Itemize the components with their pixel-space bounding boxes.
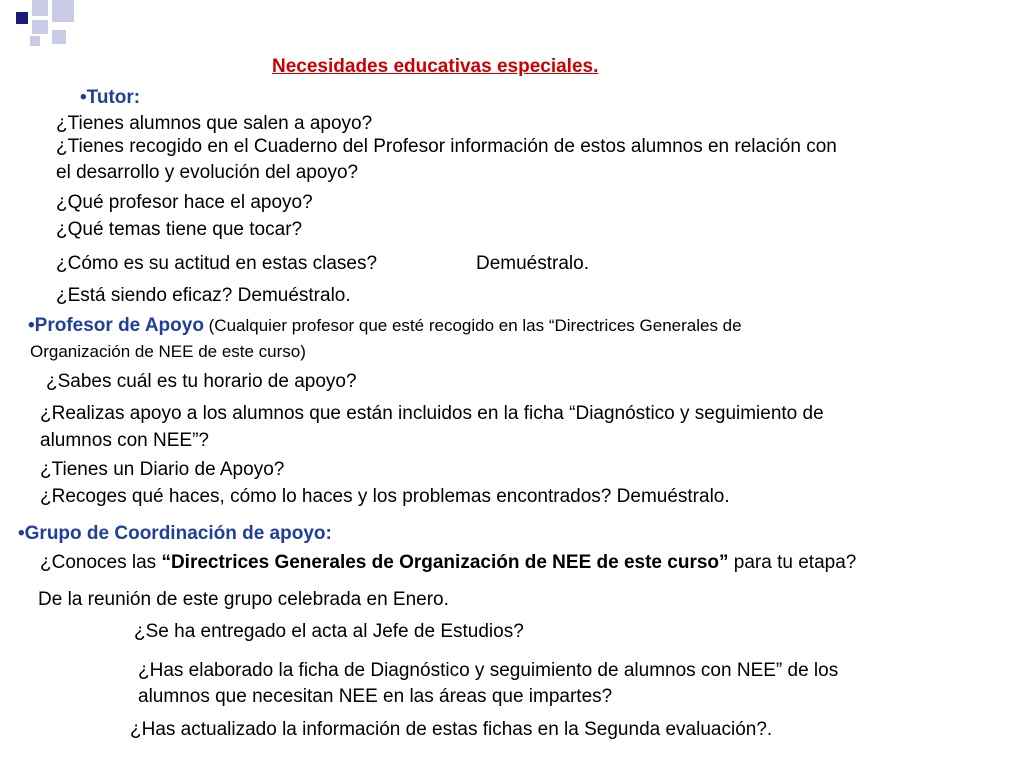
grupo-question (40, 551, 856, 574)
profesor-line: ¿Sabes cuál es tu horario de apoyo? (46, 371, 357, 392)
grupo-question-bold: “Directrices Generales de Organización de NEE de este curso” (161, 552, 729, 573)
grupo-question-pre: ¿Conoces las (40, 552, 162, 573)
profesor-note-line2: Organización de NEE de este curso) (30, 342, 306, 361)
profesor-line: ¿Recoges qué haces, cómo lo haces y los problemas encontrados? Demuéstralo. (40, 486, 730, 507)
grupo-reunion: De la reunión de este grupo celebrada en Enero. (38, 589, 449, 610)
tutor-line: ¿Qué temas tiene que tocar? (56, 219, 303, 240)
profesor-line: ¿Tienes un Diario de Apoyo? (40, 459, 285, 480)
profesor-line: ¿Realizas apoyo a los alumnos que están incluidos en la ficha “Diagnóstico y seguimiento de (40, 403, 824, 424)
grupo-question-post: para tu etapa? (728, 552, 857, 573)
profesor-note: (Cualquier profesor que esté recogido en las “Directrices Generales de (203, 316, 742, 335)
tutor-line: ¿Tienes recogido en el Cuaderno del Profesor información de estos alumnos en relación con (56, 136, 837, 157)
deco-square (52, 30, 66, 44)
tutor-line: el desarrollo y evolución del apoyo? (56, 162, 359, 183)
profesor-heading: Profesor de Apoyo (34, 315, 204, 336)
grupo-heading: •Grupo de Coordinación de apoyo: (18, 523, 332, 544)
profesor-line: alumnos con NEE”? (40, 430, 209, 451)
tutor-line: ¿Qué profesor hace el apoyo? (56, 192, 313, 213)
tutor-heading: •Tutor: (80, 87, 141, 108)
grupo-line: ¿Has elaborado la ficha de Diagnóstico y seguimiento de alumnos con NEE” de los (138, 660, 839, 681)
grupo-line: ¿Se ha entregado el acta al Jefe de Estudios? (134, 621, 524, 642)
deco-square (30, 36, 40, 46)
tutor-line: ¿Tienes alumnos que salen a apoyo? (56, 113, 373, 134)
tutor-line: ¿Cómo es su actitud en estas clases? (56, 253, 378, 274)
deco-square (32, 0, 48, 16)
grupo-line: alumnos que necesitan NEE en las áreas que impartes? (138, 686, 613, 707)
deco-square (32, 20, 48, 34)
tutor-line: Demuéstralo. (476, 253, 589, 274)
profesor-bullet: • (28, 315, 35, 336)
grupo-line: ¿Has actualizado la información de estas fichas en la Segunda evaluación?. (130, 719, 773, 740)
tutor-line: ¿Está siendo eficaz? Demuéstralo. (56, 285, 351, 306)
page-title: Necesidades educativas especiales. (272, 56, 599, 77)
profesor-heading-line (28, 314, 742, 337)
deco-square (52, 0, 74, 22)
deco-square (16, 12, 28, 24)
